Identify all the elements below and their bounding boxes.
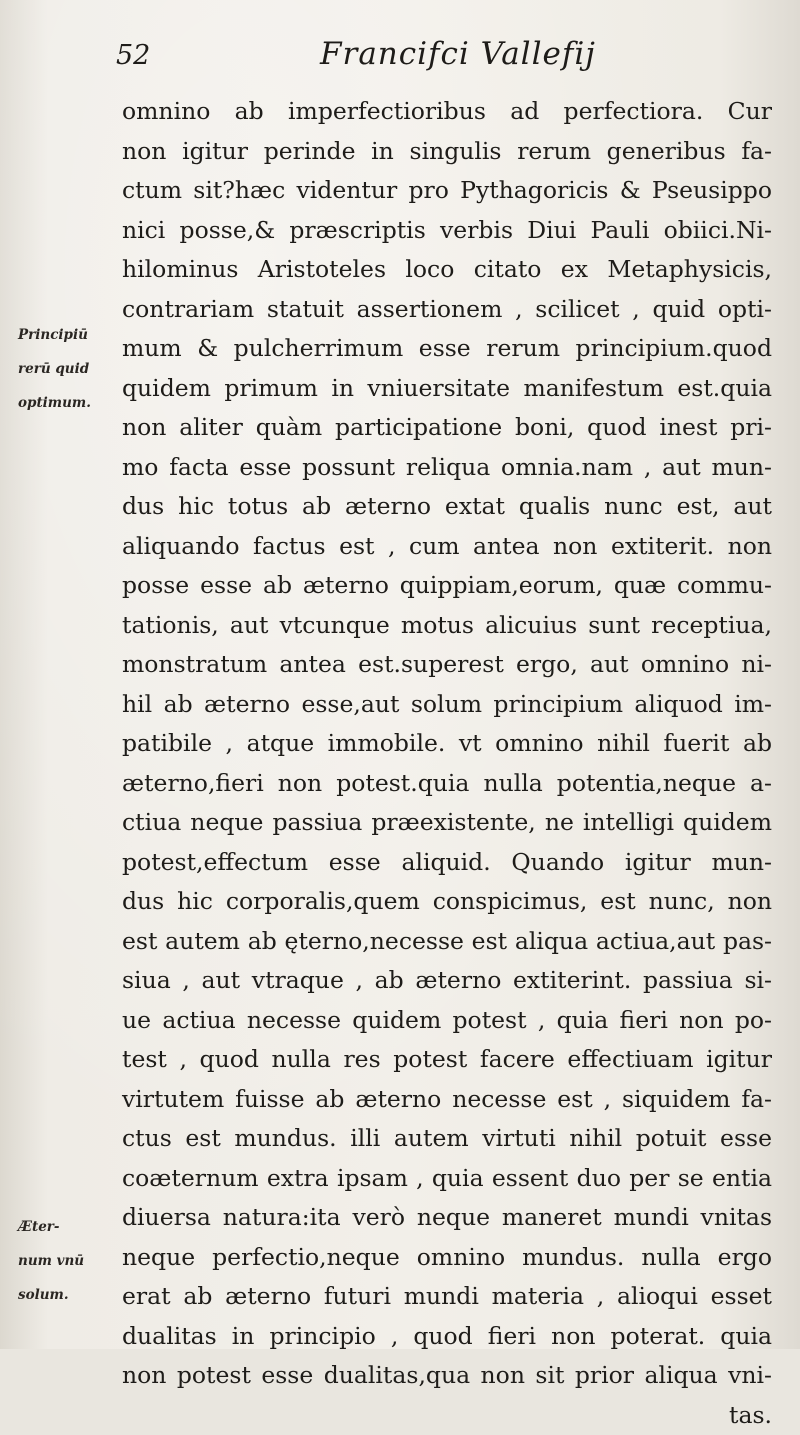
text-line: neque perfectio,neque omnino mundus. nulla ergo [122,1238,772,1278]
text-line: quidem primum in vniuersitate manifestum est.quia [122,369,772,409]
running-head: Francifci Vallefij [320,36,596,72]
text-line: posse esse ab æterno quippiam,eorum, quæ commu- [122,566,772,606]
marginal-note-line: Æter- [18,1210,123,1244]
text-line: contrariam statuit assertionem , scilicet , quid opti- [122,290,772,330]
text-line: coæternum extra ipsam , quia essent duo per se entia [122,1159,772,1199]
marginal-note-line: solum. [18,1278,123,1312]
text-line: monstratum antea est.superest ergo, aut omnino ni- [122,645,772,685]
text-line: mum & pulcherrimum esse rerum principium.quod [122,329,772,369]
text-line: aliquando factus est , cum antea non extiterit. non [122,527,772,567]
text-line: ue actiua necesse quidem potest , quia fieri non po- [122,1001,772,1041]
text-line: non potest esse dualitas,qua non sit prior aliqua vni- [122,1356,772,1396]
text-line: non igitur perinde in singulis rerum generibus fa- [122,132,772,172]
marginal-note-line: Principiū [18,318,123,352]
text-line: tas. [122,1396,772,1435]
text-line: omnino ab imperfectioribus ad perfectiora. Cur [122,92,772,132]
text-line: diuersa natura:ita verò neque maneret mundi vnitas [122,1198,772,1238]
text-line: test , quod nulla res potest facere effectiuam igitur [122,1040,772,1080]
text-line: non aliter quàm participatione boni, quod inest pri- [122,408,772,448]
text-line: ctus est mundus. illi autem virtuti nihil potuit esse [122,1119,772,1159]
body-text [122,92,772,1435]
text-line: patibile , atque immobile. vt omnino nihil fuerit ab [122,724,772,764]
text-line: hilominus Aristoteles loco citato ex Metaphysicis, [122,250,772,290]
marginal-note [18,1210,123,1312]
text-line: virtutem fuisse ab æterno necesse est , siquidem fa- [122,1080,772,1120]
text-line: hil ab æterno esse,aut solum principium aliquod im- [122,685,772,725]
text-line: ctum sit?hæc videntur pro Pythagoricis & Pseusippo [122,171,772,211]
text-line: dus hic corporalis,quem conspicimus, est nunc, non [122,882,772,922]
text-line: siua , aut vtraque , ab æterno extiterint. passiua si- [122,961,772,1001]
marginal-note [18,318,123,420]
text-line: est autem ab ęterno,necesse est aliqua actiua,aut pas- [122,922,772,962]
text-line: dualitas in principio , quod fieri non poterat. quia [122,1317,772,1357]
marginal-note-line: optimum. [18,386,123,420]
text-line: tationis, aut vtcunque motus alicuius sunt receptiua, [122,606,772,646]
text-line: ctiua neque passiua præexistente, ne intelligi quidem [122,803,772,843]
text-line: nici posse,& præscriptis verbis Diui Pauli obiici.Ni- [122,211,772,251]
marginal-note-line: num vnū [18,1244,123,1278]
marginal-note-line: rerū quid [18,352,123,386]
text-line: erat ab æterno futuri mundi materia , alioqui esset [122,1277,772,1317]
text-line: mo facta esse possunt reliqua omnia.nam , aut mun- [122,448,772,488]
page-number: 52 [116,40,150,71]
text-line: æterno,fieri non potest.quia nulla potentia,neque a- [122,764,772,804]
text-line: potest,effectum esse aliquid. Quando igitur mun- [122,843,772,883]
text-line: dus hic totus ab æterno extat qualis nunc est, aut [122,487,772,527]
